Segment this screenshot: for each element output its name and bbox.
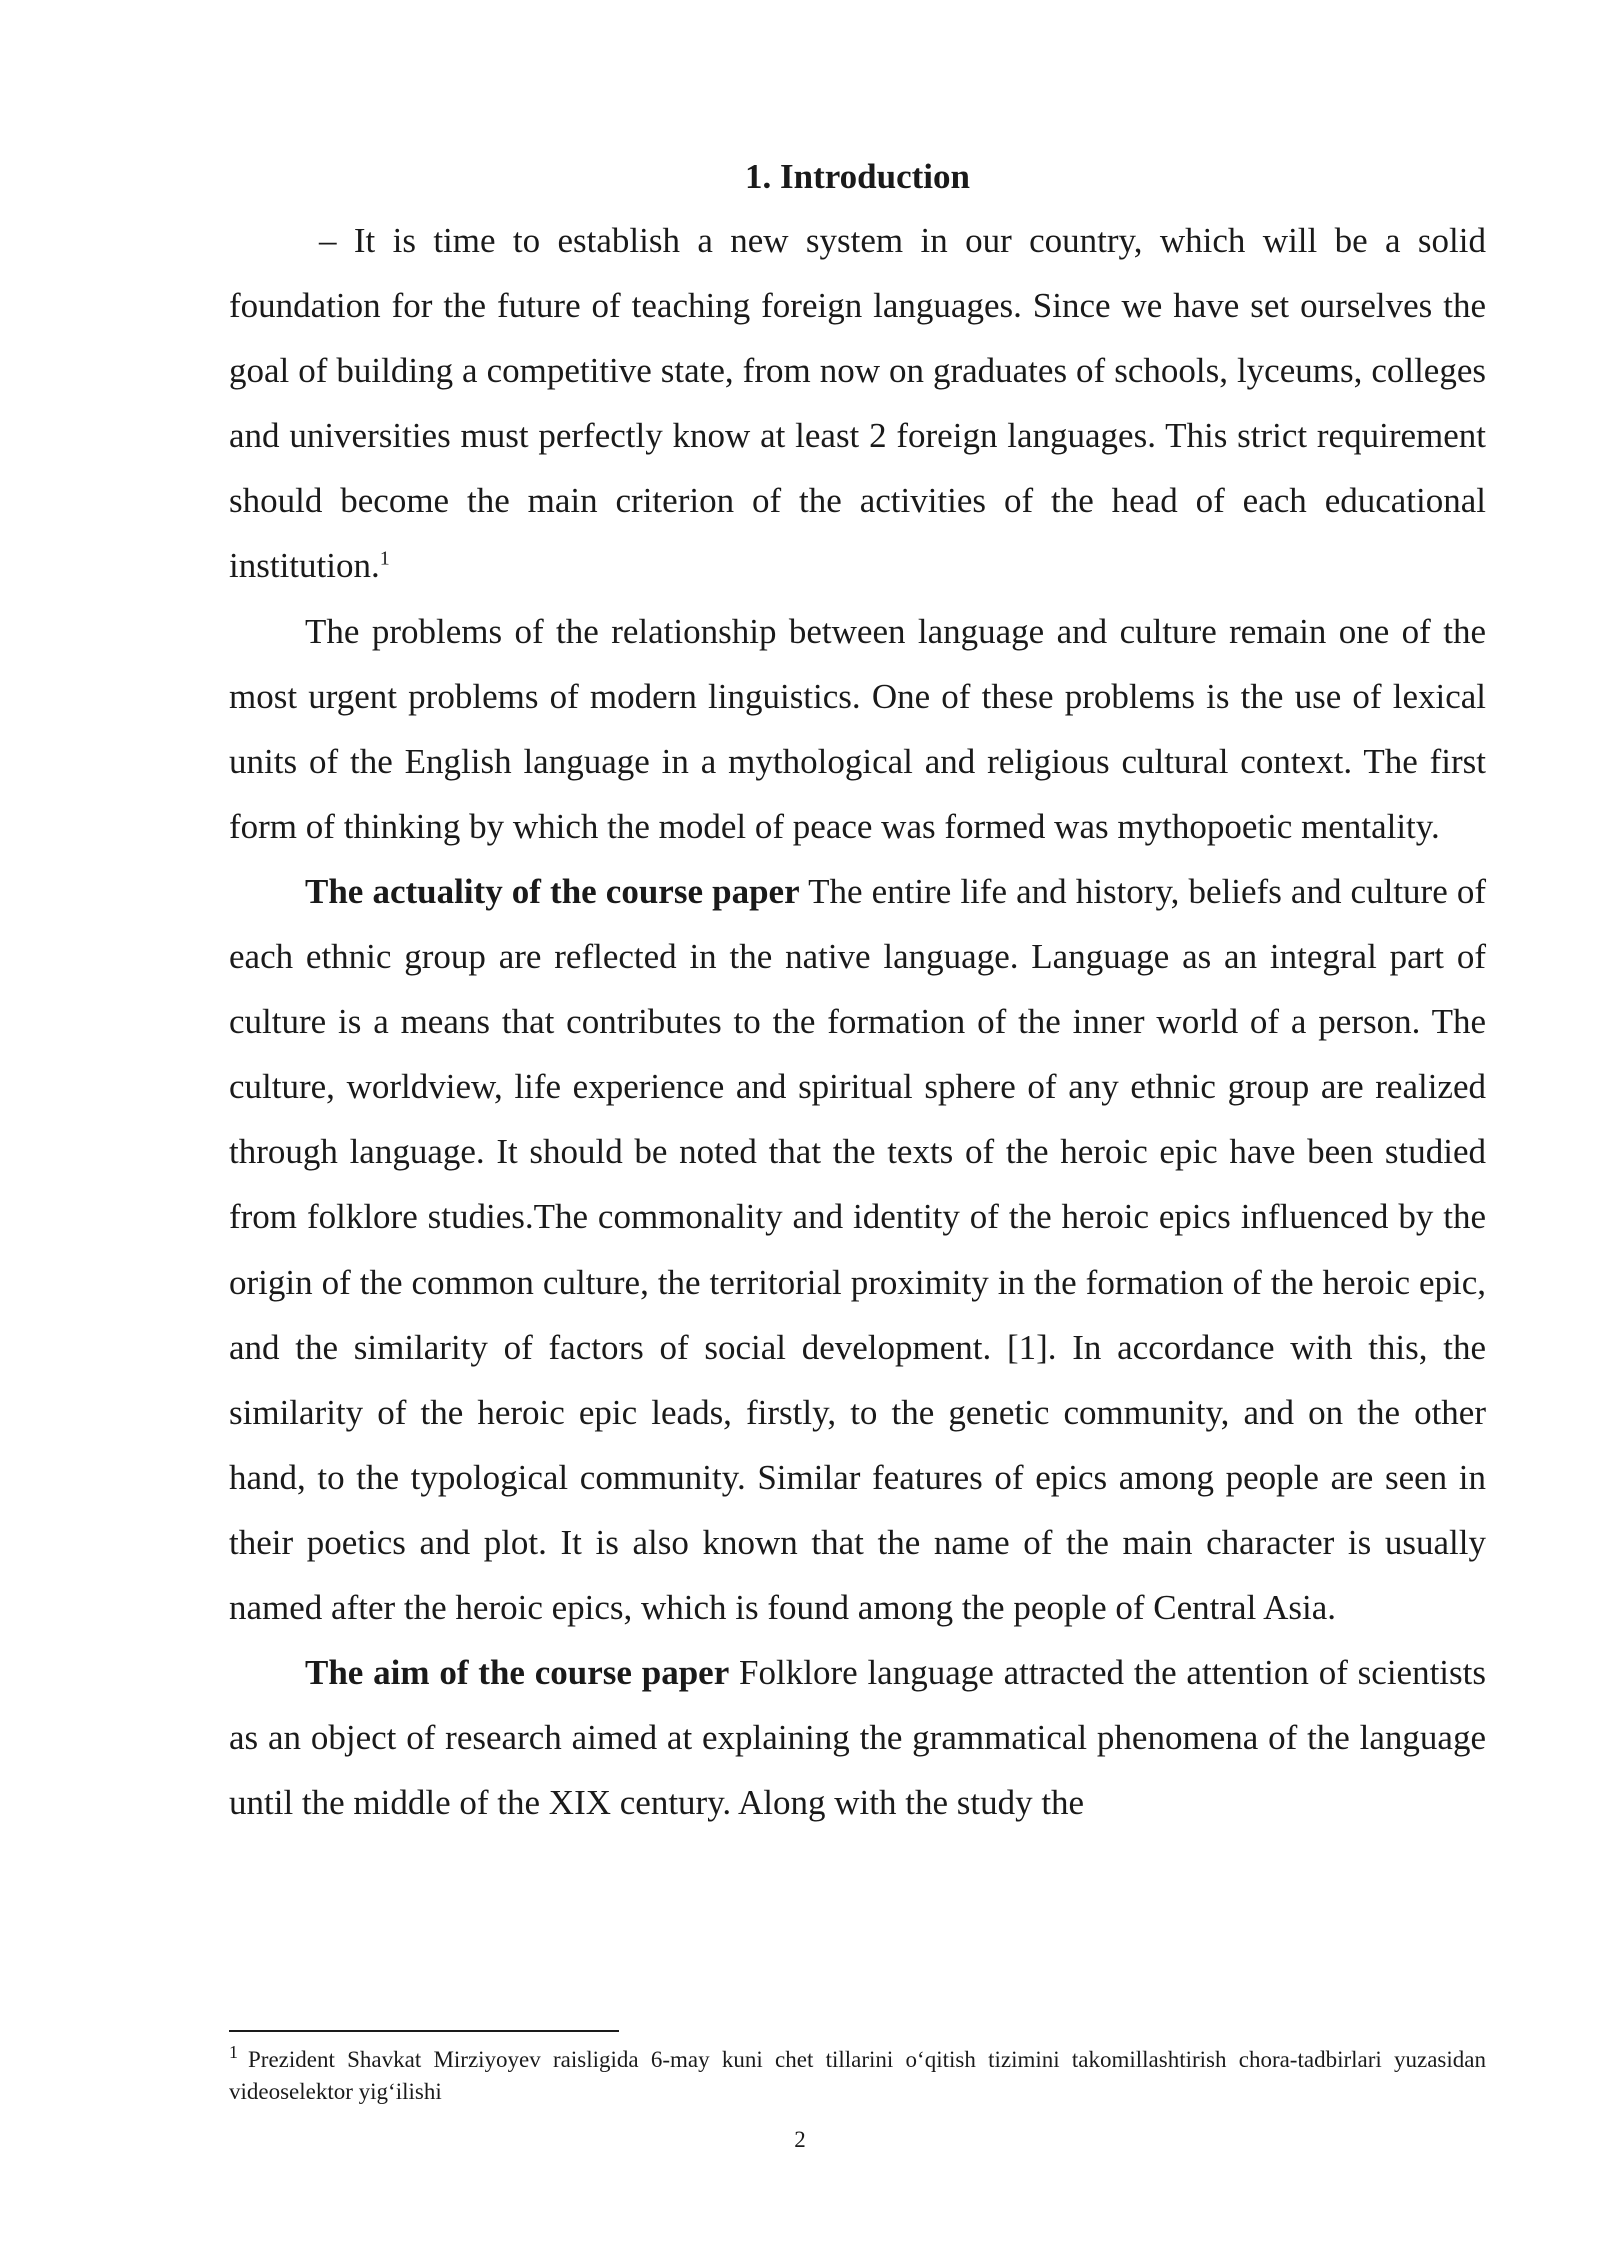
actuality-lead: The actuality of the course paper [305, 871, 800, 911]
paragraph-aim [229, 1640, 1486, 1835]
page-number: 2 [794, 2127, 806, 2152]
actuality-text: The entire life and history, beliefs and culture of each ethnic group are reflected in the native language. Language as an integral part of culture is a means that contributes to the formation of the inner world of a person. The culture, worldview, life experience and spiritual sphere of any ethnic group are realized through language. It should be noted that the texts of the heroic epic have been studied from folklore studies.The commonality and identity of the heroic epics influenced by the origin of the common culture, the territorial proximity in the formation of the heroic epic, and the similarity of factors of social development. [1]. In accordance with this, the similarity of the heroic epic leads, firstly, to the genetic community, and on the other hand, to the typological community. Similar features of epics among people are seen in their poetics and plot. It is also known that the name of the main character is usually named after the heroic epics, which is found among the people of Central Asia. [229, 871, 1486, 1627]
aim-lead: The aim of the course paper [305, 1653, 730, 1693]
footnote [229, 2044, 1486, 2108]
body-text [229, 146, 1486, 1835]
intro-paragraph-text: – It is time to establish a new system in our country, which will be a solid foundation for the future of teaching foreign languages. Since we have set ourselves the goal of building a competitive state, from now on graduates of schools, lyceums, colleges and universities must perfectly know at least 2 foreign languages. This strict requirement should become the main criterion of the activities of the head of each educational institution. [229, 221, 1486, 586]
footnote-reference[interactable]: 1 [379, 547, 390, 570]
footnote-marker: 1 [229, 2042, 238, 2063]
paragraph-language-culture: The problems of the relationship between language and culture remain one of the most urgent problems of modern linguistics. One of these problems is the use of lexical units of the English language in a mythological and religious cultural context. The first form of thinking by which the model of peace was formed was mythopoetic mentality. [229, 611, 1486, 846]
footnote-separator [229, 2030, 619, 2032]
paragraph-actuality [229, 859, 1486, 1640]
intro-paragraph [229, 208, 1486, 599]
aim-text: Folklore language attracted the attention of scientists as an object of research aimed at explaining the grammatical phenomena of the language until the middle of the XIX century. Along with the study the [229, 1653, 1486, 1823]
footnote-text: Prezident Shavkat Mirziyoyev raisligida 6-may kuni chet tillarini o‘qitish tizimini takomillashtirish chora-tadbirlari yuzasidan videoselektor yig‘ilishi [229, 2047, 1486, 2104]
section-heading: 1. Introduction [745, 157, 970, 196]
